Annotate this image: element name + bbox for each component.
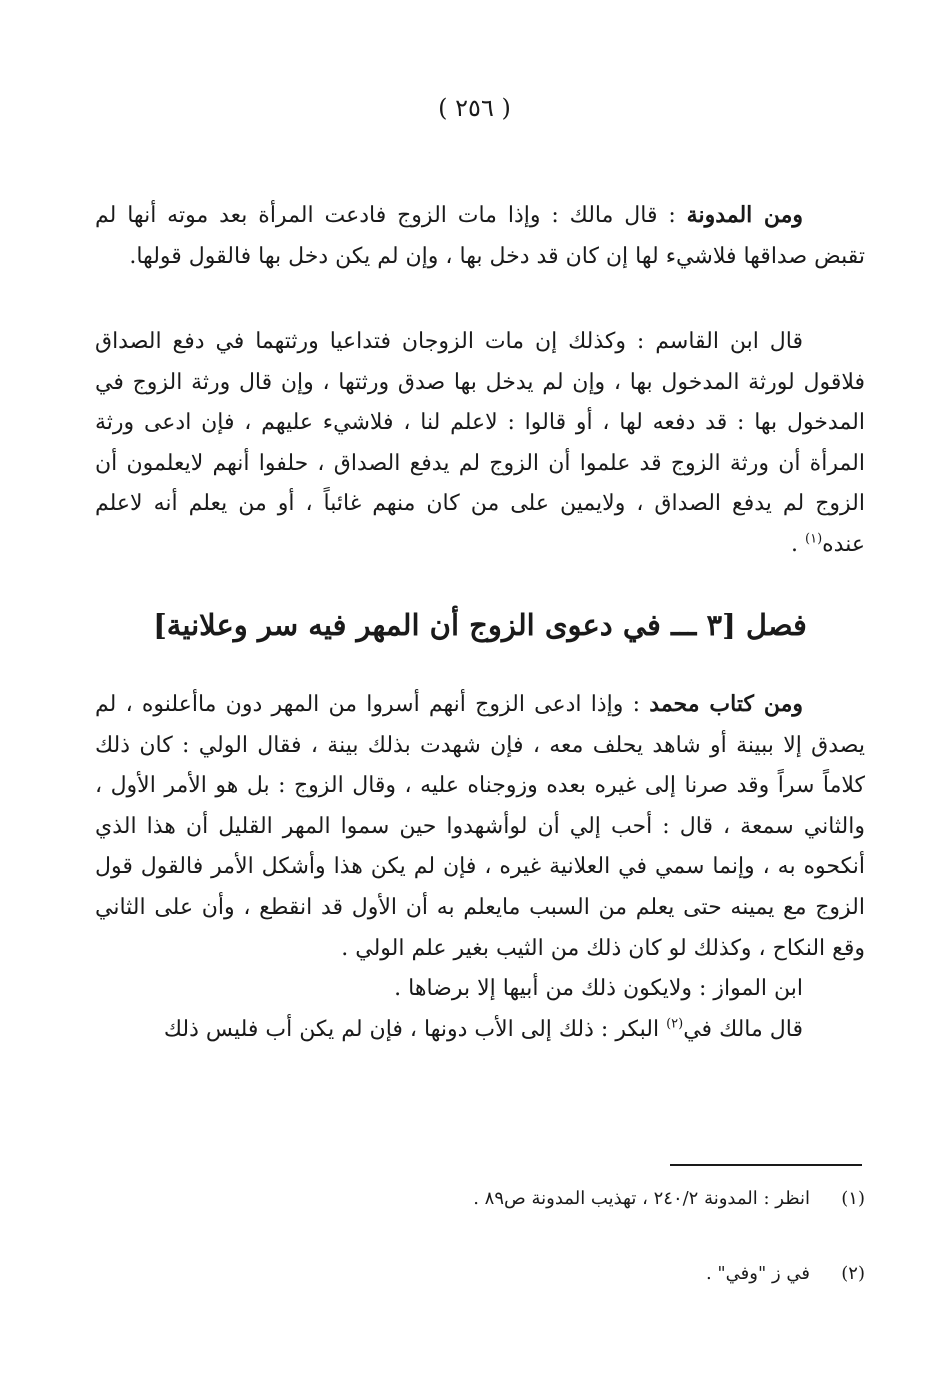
- paragraph-5: [95, 1010, 865, 1051]
- footnote-divider: [670, 1164, 862, 1166]
- section-heading: فصل [٣ ـــ في دعوى الزوج أن المهر فيه سر وعلانية]: [153, 608, 807, 642]
- paragraph-ibn-alqasim: [95, 322, 865, 566]
- paragraph-text: قال مالك في: [683, 1016, 803, 1042]
- footnote-text: انظر : المدونة ٢٤٠/٢ ، تهذيب المدونة ص٨٩ .: [473, 1188, 810, 1209]
- source-label: ومن المدونة: [686, 202, 803, 228]
- footnote-ref-1[interactable]: (١): [805, 531, 823, 547]
- paragraph-text: : قال مالك : وإذا مات الزوج فادعت المرأة بعد موته أنها لم تقبض صداقها فلاشيء لها إن كان قد دخل بها ، وإن لم يكن دخل بها فالقول قولها.: [95, 203, 865, 269]
- footnote-2: [95, 1259, 865, 1289]
- paragraph-3: [95, 684, 865, 969]
- footnote-text: في ز "وفي" .: [705, 1263, 810, 1284]
- page-number: ( ٢٥٦ ): [438, 94, 511, 122]
- paragraph-text: قال ابن القاسم : وكذلك إن مات الزوجان فتداعيا ورثتهما في دفع الصداق فلاقول لورثة المدخول بها ، وإن لم يدخل بها صدق ورثتها ، وإن قال ورثة الزوج في المدخول بها : قد دفعه لها ، أو قالوا : لاعلم لنا ، فلاشيء عليهم ، فإن ادعى ورثة المرأة أن ورثة الزوج قد علموا أن الزوج لم يدفع الصداق ، حلفوا أنهم لايعلمون أن الزوج لم يدفع الصداق ، ولايمين على من كان منهم غائباً ، أو من يعلم أنه لاعلم عنده: [95, 329, 865, 557]
- footnote-number: (١): [841, 1188, 865, 1209]
- paragraph-text: ابن المواز : ولايكون ذلك من أبيها إلا برضاها .: [394, 976, 803, 1002]
- source-label: ومن كتاب محمد: [649, 691, 803, 717]
- footnote-number: (٢): [841, 1263, 865, 1284]
- paragraph-4: [95, 969, 865, 1010]
- footnote-1: [95, 1184, 865, 1214]
- paragraph-text-cont: البكر : ذلك إلى الأب دونها ، فإن لم يكن أب فليس ذلك: [163, 1016, 667, 1042]
- paragraph-mudawwana: [95, 195, 865, 277]
- footnote-ref-2[interactable]: (٢): [666, 1016, 684, 1032]
- paragraph-2: [95, 322, 865, 566]
- paragraph-1: [95, 195, 865, 277]
- paragraph-tail: .: [791, 531, 806, 557]
- paragraph-text: : وإذا ادعى الزوج أنهم أسروا من المهر دون ماأعلنوه ، لم يصدق إلا ببينة أو شاهد يحلف معه ، فإن شهدت بذلك بينة ، فقال الولي : كان ذلك كلاماً سراً وقد صرنا إلى غيره بعده وزوجناه عليه ، وقال الزوج : بل هو الأمر الأول ، والثاني سمعة ، قال : أحب إلي أن لوأشهدوا حين سموا المهر القليل أن هذا الذي أنكحوه به ، وإنما سمي في العلانية غيره ، فإن لم يكن هذا وأشكل الأمر فالقول قول الزوج مع يمينه حتى يعلم من السبب مايعلم به أن الأول قد انقطع ، وأن على الثاني وقع النكاح ، وكذلك لو كان ذلك من الثيب بغير علم الولي .: [95, 692, 865, 961]
- section-body: [95, 684, 865, 1050]
